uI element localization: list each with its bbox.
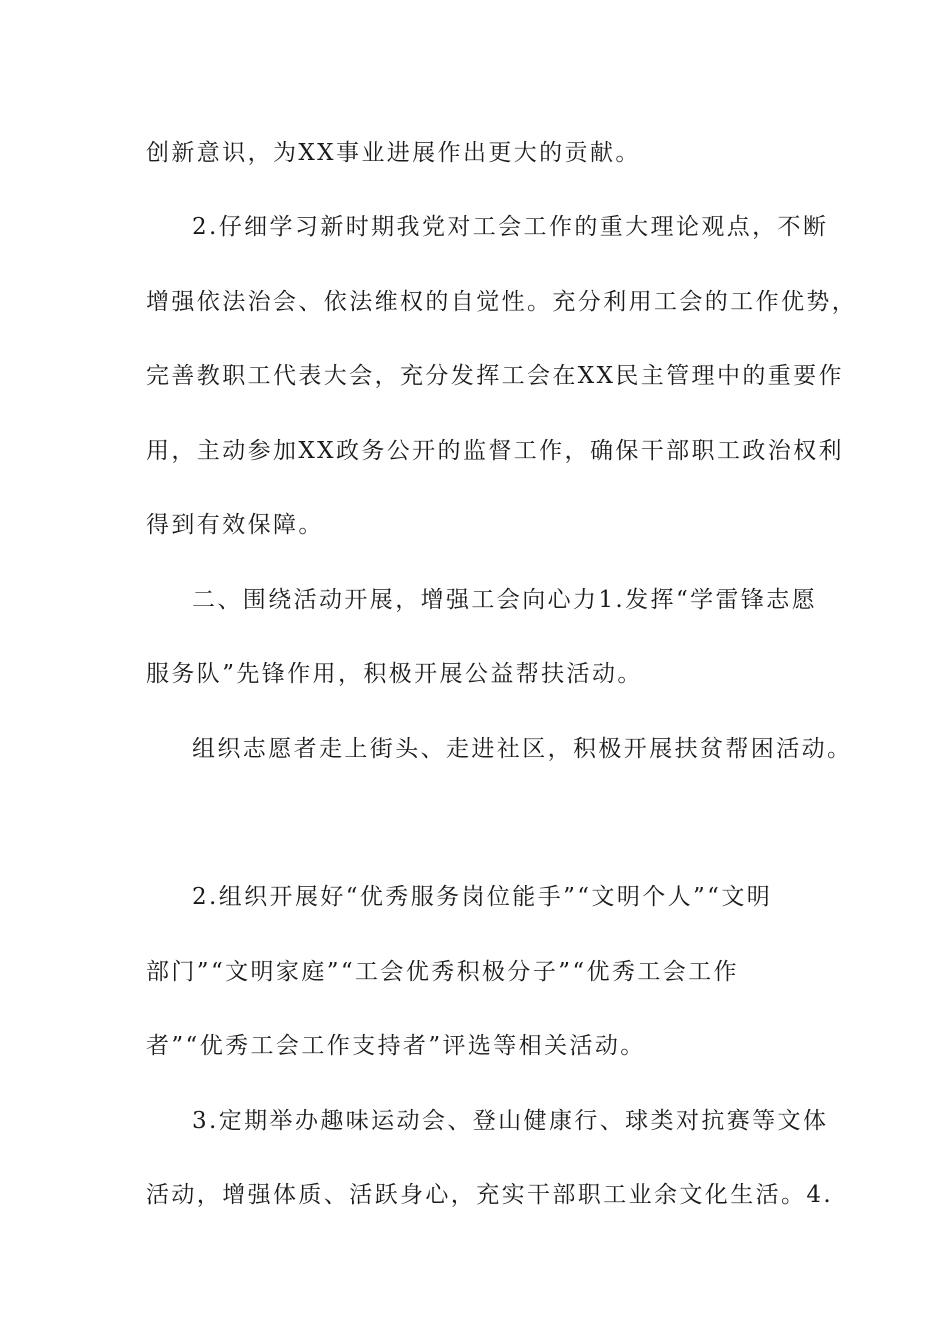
section-heading-line: 二、围绕活动开展，增强工会向心力1.发挥“学雷锋志愿 xyxy=(192,587,818,613)
text-line-4: 完善教职工代表大会，充分发挥工会在XX民主管理中的重要作 xyxy=(146,363,844,389)
text-line-2: 2.仔细学习新时期我党对工会工作的重大理论观点，不断 xyxy=(192,214,829,240)
text-line-11: 部门”“文明家庭”“工会优秀积极分子”“优秀工会工作 xyxy=(146,959,739,985)
text-line-5: 用，主动参加XX政务公开的监督工作，确保干部职工政治权利 xyxy=(146,438,844,464)
text-line-8: 服务队”先锋作用，积极开展公益帮扶活动。 xyxy=(146,661,643,687)
text-line-12: 者”“优秀工会工作支持者”评选等相关活动。 xyxy=(146,1033,646,1059)
text-line-9: 组织志愿者走上街头、走进社区，积极开展扶贫帮困活动。 xyxy=(192,736,853,762)
text-line-13: 3.定期举办趣味运动会、登山健康行、球类对抗赛等文体 xyxy=(192,1108,829,1134)
text-line-10: 2.组织开展好“优秀服务岗位能手”“文明个人”“文明 xyxy=(192,884,773,910)
text-line-3: 增强依法治会、依法维权的自觉性。充分利用工会的工作优势， xyxy=(146,289,858,315)
text-line-1: 创新意识，为XX事业进展作出更大的贡献。 xyxy=(146,140,641,166)
text-line-14: 活动，增强体质、活跃身心，充实干部职工业余文化生活。4. xyxy=(146,1182,834,1208)
text-line-6: 得到有效保障。 xyxy=(146,512,324,538)
